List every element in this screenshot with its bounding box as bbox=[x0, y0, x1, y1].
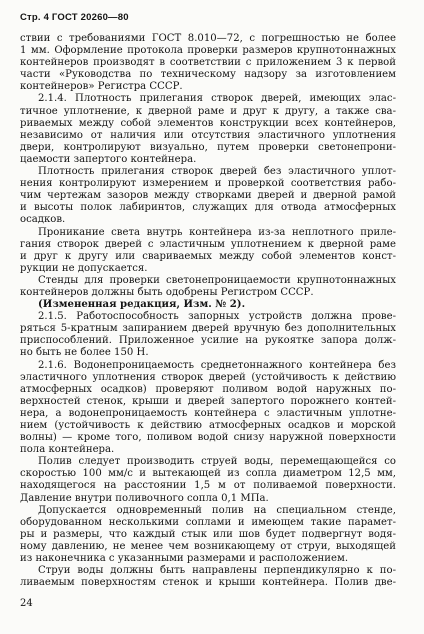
text-line: нием (устойчивость к действию атмосферных осадков и морской bbox=[20, 420, 396, 431]
text-line: ствии с требованиями ГОСТ 8.010—72, с погрешностью не более bbox=[20, 33, 396, 44]
text-line: 2.1.4. Плотность прилегания створок дверей, имеющих элас- bbox=[38, 93, 396, 105]
text-line: чим чертежам зазоров между створками дверей и дверной рамой bbox=[20, 190, 396, 202]
text-line: эластичного уплотнения створок дверей (устойчивость к действию bbox=[20, 371, 396, 383]
text-line: оборудованном несколькими соплами и имеющем такие парамет- bbox=[20, 516, 396, 528]
text-line: осадков. bbox=[20, 214, 66, 226]
paragraph bbox=[20, 505, 396, 565]
text-line: из наконечника с указанными размерами и расположением. bbox=[20, 553, 349, 565]
text-line: скоростью 100 мм/с и вытекающей из сопла диаметром 12,5 мм, bbox=[20, 468, 396, 480]
text-line: контейнеров» Регистра СССР. bbox=[20, 81, 183, 93]
paragraph bbox=[20, 456, 396, 504]
paragraph bbox=[20, 166, 396, 226]
text-line: 2.1.6. Водонепроницаемость среднетоннажного контейнера без bbox=[38, 359, 396, 371]
text-line: гания створок дверей с эластичным уплотнением к дверной раме bbox=[20, 238, 396, 250]
text-line: контейнеров производят в соответствии с приложением 3 к первой bbox=[20, 57, 396, 69]
text-line: 2.1.5. Работоспособность запорных устройств должна прове- bbox=[38, 311, 396, 323]
text-line: тичное уплотнение, к дверной раме и друг к другу, а также сва- bbox=[20, 105, 396, 117]
text-line: ному давлению, не менее чем возникающему от струи, выходящей bbox=[20, 540, 396, 552]
text-line: приспособлений. Приложенное усилие на рукоятке запора долж- bbox=[20, 335, 396, 347]
text-line: ливаемым поверхностям стенок и крыши контейнера. Полив две- bbox=[20, 577, 396, 589]
page-header: Стр. 4 ГОСТ 20260—80 bbox=[20, 12, 129, 23]
text-line: (Измененная редакция, Изм. № 2). bbox=[38, 299, 246, 311]
text-line: атмосферных осадков) проверяют поливом водой наружных по- bbox=[20, 383, 396, 395]
text-line: Полив следует производить струей воды, перемещающейся со bbox=[38, 456, 396, 468]
text-line: независимо от наличия или отсутствия эластичного уплотнения bbox=[20, 129, 396, 141]
text-line: и высоты полок лабиринтов, служащих для отвода атмосферных bbox=[20, 202, 396, 214]
text-line: нера, а водонепроницаемость контейнера с эластичным уплотне- bbox=[20, 407, 396, 419]
text-line: Давление внутри поливочного сопла 0,1 МПа. bbox=[20, 492, 269, 504]
text-line: но быть не более 150 Н. bbox=[20, 347, 149, 359]
text-line: Струи воды должны быть направлены перпендикулярно к по- bbox=[38, 565, 396, 577]
text-line: пола контейнера. bbox=[20, 444, 115, 456]
text-line: рукции не допускается. bbox=[20, 262, 148, 274]
text-line: Допускается одновременный полив на специальном стенде, bbox=[38, 504, 396, 516]
text-line: двери, контролируют визуально, путем проверки светонепрони- bbox=[20, 141, 396, 153]
paragraph bbox=[20, 227, 396, 275]
text-line: ряться 5-кратным запиранием дверей вручную без дополнительных bbox=[20, 323, 396, 335]
text-line: находящегося на расстоянии 1,5 м от поливаемой поверхности. bbox=[20, 480, 396, 492]
paragraph bbox=[20, 275, 396, 299]
paragraph bbox=[20, 360, 396, 457]
text-line: и друг к другу или свариваемых между собой элементов конст- bbox=[20, 250, 396, 262]
paragraph bbox=[20, 565, 396, 589]
text-line: верхностей стенок, крыши и дверей запертого порожнего контей- bbox=[20, 395, 396, 407]
text-line: Стенды для проверки светонепроницаемости крупнотоннажных bbox=[38, 274, 396, 286]
text-line: Проникание света внутрь контейнера из-за неплотного приле- bbox=[38, 226, 396, 238]
text-line: части «Руководства по техническому надзору за изготовлением bbox=[20, 69, 396, 81]
text-line: контейнеров должны быть одобрены Регистром СССР. bbox=[20, 286, 314, 298]
text-line: волны) — кроме того, поливом водой снизу наружной поверхности bbox=[20, 432, 396, 444]
text-line: нения контролируют измерением и проверкой соответствия рабо- bbox=[20, 178, 396, 190]
paragraph bbox=[20, 299, 396, 311]
paragraph bbox=[20, 311, 396, 359]
text-line: 1 мм. Оформление протокола проверки размеров крупнотоннажных bbox=[20, 45, 396, 57]
page-number: 24 bbox=[20, 598, 33, 609]
text-line: риваемых между собой элементов конструкции всех контейнеров, bbox=[20, 117, 396, 129]
text-line: Плотность прилегания створок дверей без эластичного уплот- bbox=[38, 166, 396, 178]
paragraph bbox=[20, 93, 396, 166]
text-line: цаемости запертого контейнера. bbox=[20, 153, 197, 165]
paragraph bbox=[20, 33, 396, 93]
text-line: ры и размеры, что каждый стык или шов будет подвергнут водя- bbox=[20, 528, 396, 540]
document-body bbox=[20, 33, 396, 589]
